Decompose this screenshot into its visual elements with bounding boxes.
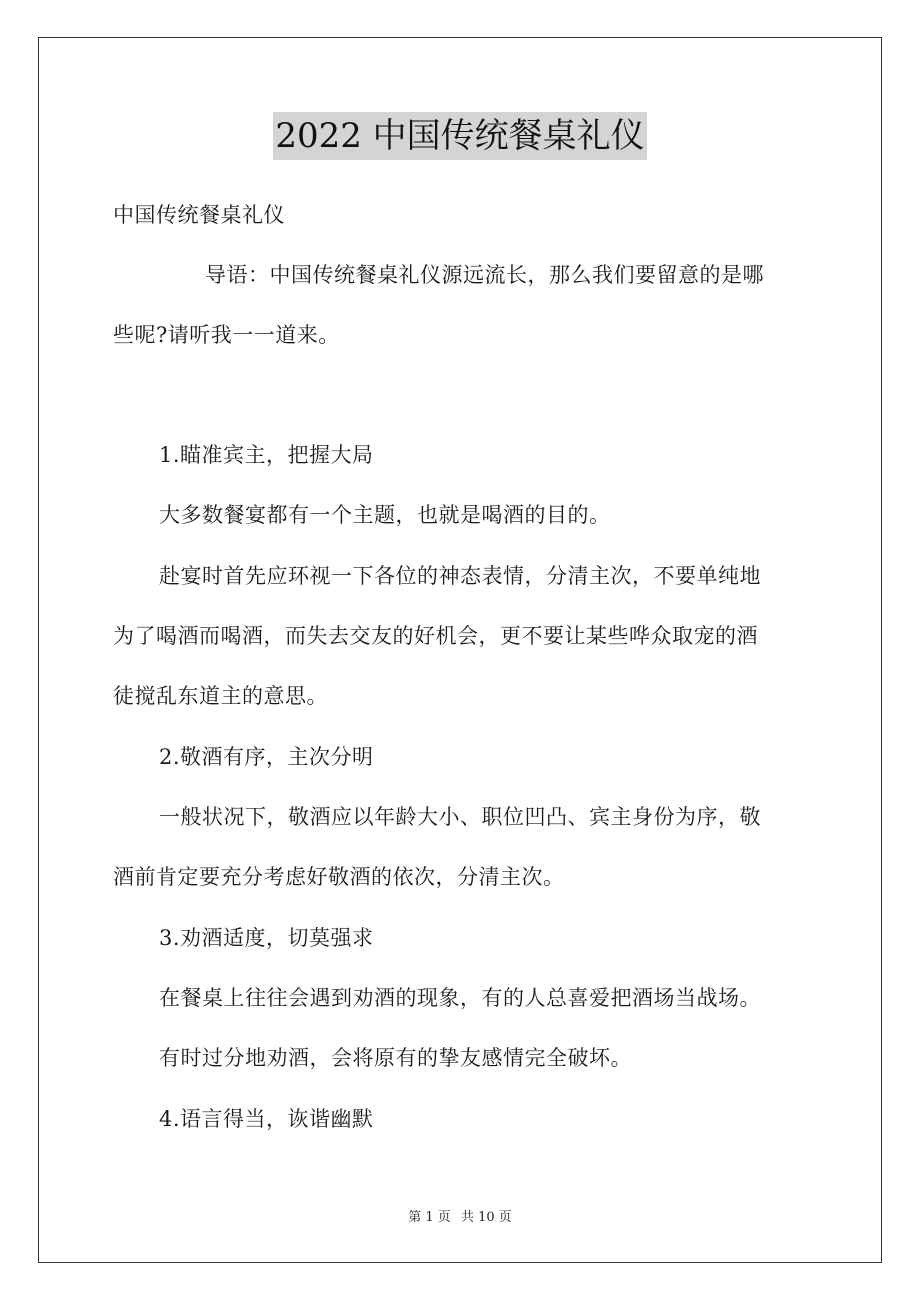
paragraph-line: 徒搅乱东道主的意思。: [113, 684, 328, 708]
paragraph-line: 在餐桌上往往会遇到劝酒的现象，有的人总喜爱把酒场当战场。: [159, 986, 761, 1010]
section-heading: 3.劝酒适度，切莫强求: [159, 926, 374, 950]
page-footer: [0, 1206, 920, 1225]
paragraph-line: 为了喝酒而喝酒，而失去交友的好机会，更不要让某些哗众取宠的酒: [113, 624, 758, 648]
paragraph-line: 有时过分地劝酒，会将原有的挚友感情完全破坏。: [159, 1046, 632, 1070]
paragraph-line: 些呢?请听我一一道来。: [113, 323, 340, 347]
paragraph-line: 一般状况下，敬酒应以年龄大小、职位凹凸、宾主身份为序，敬: [159, 805, 761, 829]
paragraph-line: 酒前肯定要充分考虑好敬酒的依次，分清主次。: [113, 865, 565, 889]
section-heading: 2.敬酒有序，主次分明: [159, 745, 374, 769]
section-heading: 1.瞄准宾主，把握大局: [159, 443, 374, 467]
total-pages: 共 10 页: [460, 1210, 512, 1225]
paragraph-line: 赴宴时首先应环视一下各位的神态表情，分清主次，不要单纯地: [159, 564, 761, 588]
title-container: [0, 112, 920, 160]
paragraph-line: 大多数餐宴都有一个主题，也就是喝酒的目的。: [159, 503, 611, 527]
page-number: 第 1 页: [408, 1210, 451, 1225]
document-subtitle: 中国传统餐桌礼仪: [113, 203, 285, 227]
paragraph-line: 导语：中国传统餐桌礼仪源远流长，那么我们要留意的是哪: [205, 263, 764, 287]
document-title: 2022 中国传统餐桌礼仪: [273, 112, 646, 160]
section-heading: 4.语言得当，诙谐幽默: [159, 1107, 374, 1131]
